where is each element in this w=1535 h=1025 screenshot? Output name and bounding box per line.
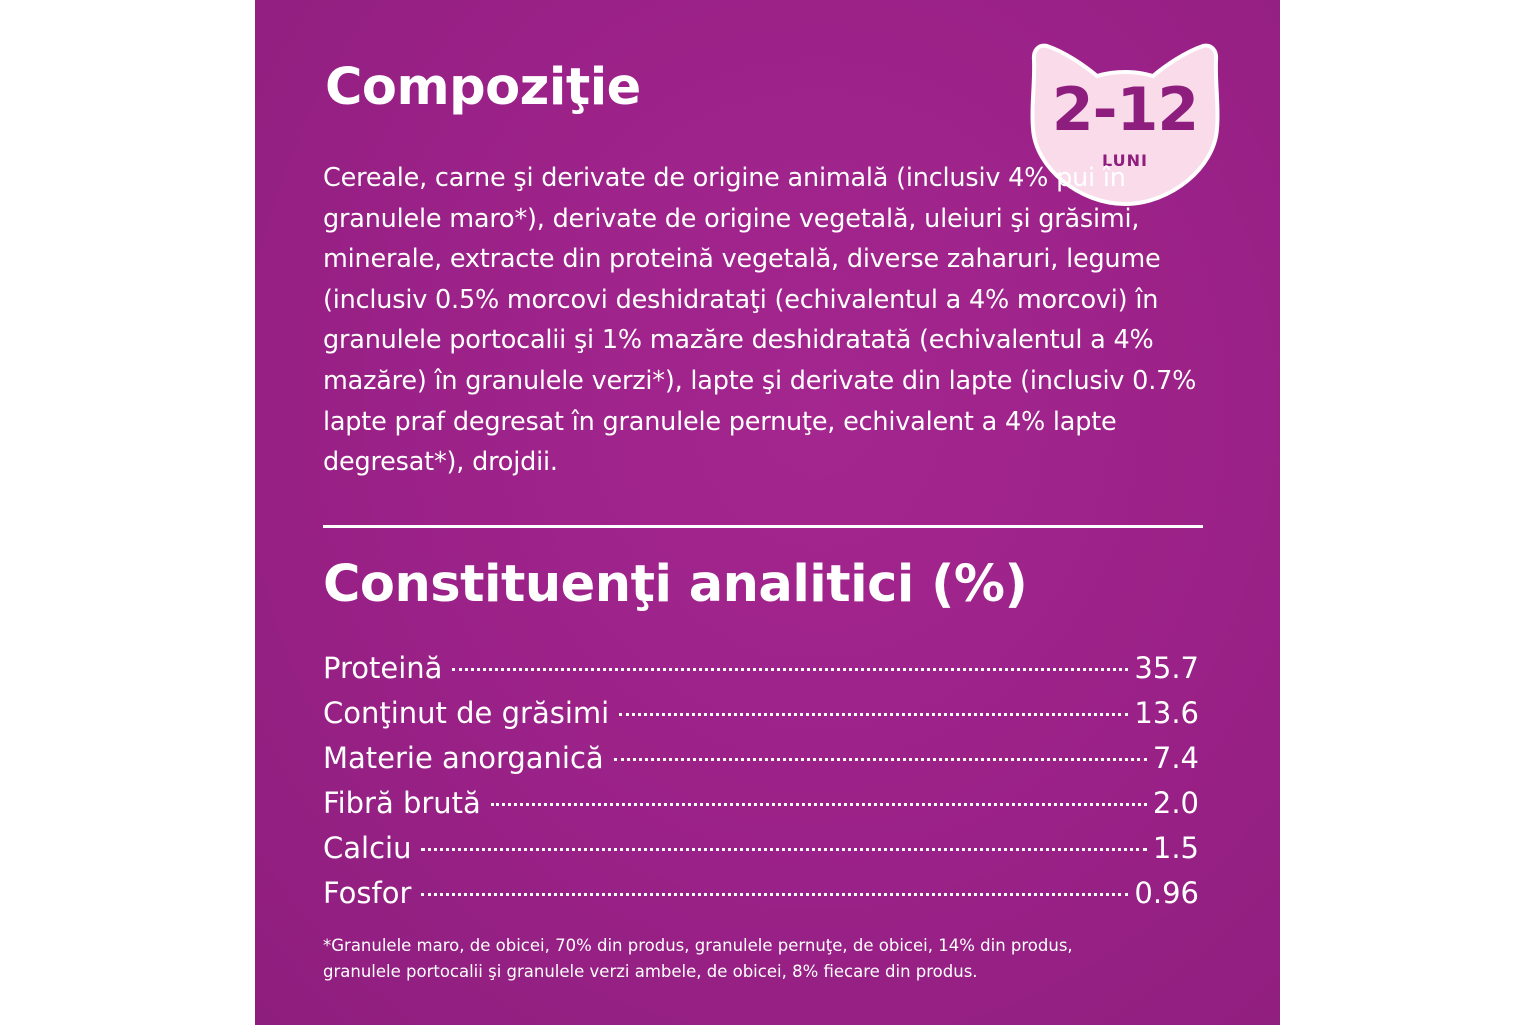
dot-leader <box>421 893 1128 896</box>
section-divider <box>323 525 1203 528</box>
row-label: Proteină <box>323 651 443 685</box>
row-value: 35.7 <box>1134 651 1199 685</box>
row-label: Conţinut de grăsimi <box>323 696 610 730</box>
analytical-title: Constituenţi analitici (%) <box>323 555 1028 614</box>
dot-leader <box>619 713 1128 716</box>
dot-leader <box>614 758 1147 761</box>
composition-text: Cereale, carne şi derivate de origine animală (inclusiv 4% pui în granulele maro*), derivate de origine vegetală, uleiuri şi grăsimi, minerale, extracte din proteină vegetală, diverse zaharuri, legume (inclusiv 0.5% morcovi deshidrataţi (echivalentul a 4% morcovi) în granulele portocalii şi 1% mazăre deshidratată (echivalentul a 4% mazăre) în granulele verzi*), lapte şi derivate din lapte (inclusiv 0.7% lapte praf degresat în granulele pernuţe, echivalent a 4% lapte degresat*), drojdii. <box>323 163 1197 478</box>
row-label: Calciu <box>323 831 412 865</box>
footnote <box>323 933 1203 985</box>
analytical-row-ash <box>323 736 1199 781</box>
dot-leader <box>491 803 1147 806</box>
age-range-value: 2-12 <box>1051 75 1199 145</box>
composition-panel <box>255 0 1280 1025</box>
row-value: 0.96 <box>1134 876 1199 910</box>
footnote-line-2: granulele portocalii şi granulele verzi ambele, de obicei, 8% fiecare din produs. <box>323 962 978 981</box>
analytical-list <box>323 646 1199 916</box>
analytical-row-calcium <box>323 826 1199 871</box>
dot-leader <box>452 668 1128 671</box>
row-label: Materie anorganică <box>323 741 604 775</box>
row-value: 1.5 <box>1152 831 1199 865</box>
analytical-row-fat <box>323 691 1199 736</box>
composition-title: Compoziţie <box>325 58 641 117</box>
row-value: 2.0 <box>1152 786 1199 820</box>
analytical-row-protein <box>323 646 1199 691</box>
age-range-unit: LUNI <box>1102 151 1148 170</box>
row-label: Fibră brută <box>323 786 481 820</box>
row-value: 7.4 <box>1152 741 1199 775</box>
analytical-row-fibre <box>323 781 1199 826</box>
analytical-row-phosphorus <box>323 871 1199 916</box>
footnote-line-1: *Granulele maro, de obicei, 70% din produs, granulele pernuţe, de obicei, 14% din produs, <box>323 936 1073 955</box>
dot-leader <box>421 848 1146 851</box>
row-label: Fosfor <box>323 876 412 910</box>
row-value: 13.6 <box>1134 696 1199 730</box>
